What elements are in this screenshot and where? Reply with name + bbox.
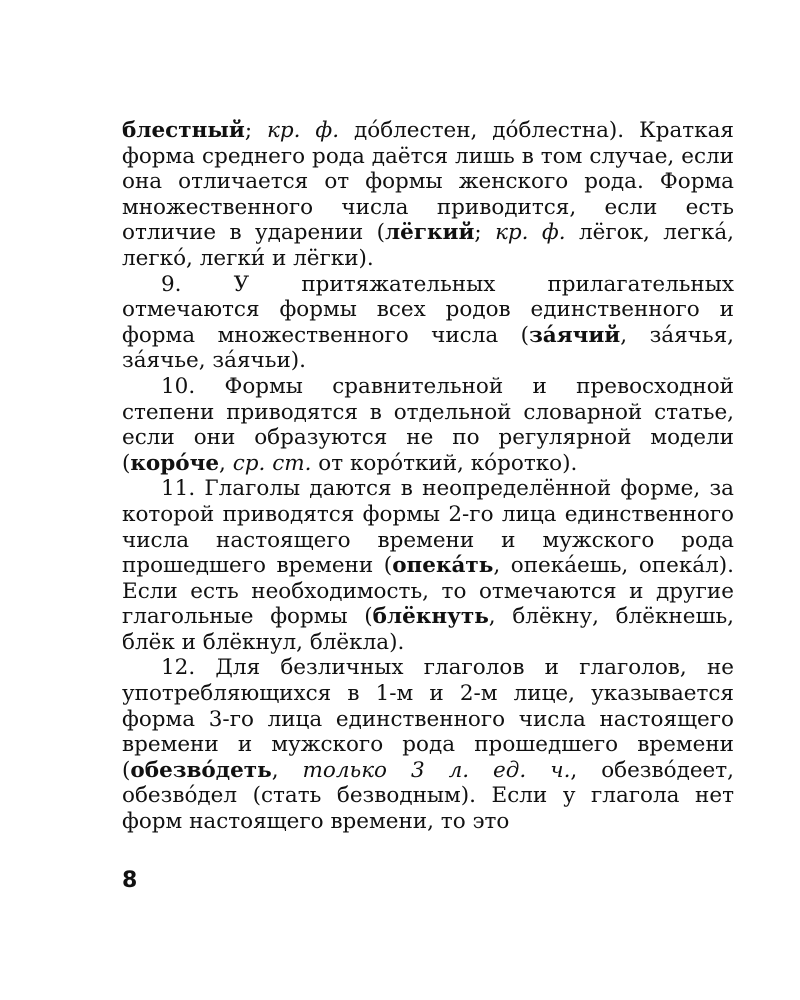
- abbreviation: кр. ф.: [495, 220, 566, 246]
- paragraph-9: 9. У притяжательных прилагательных отмечаются формы всех родов единственного и форма множественного числа (за́ячий, за́ячья, за́ячье, за́ячьи).: [122, 271, 734, 374]
- headword: обезво́деть: [130, 757, 272, 783]
- paragraph-11: 11. Глаголы даются в неопределённой форме, за которой приводятся формы 2-го лица единственного числа настоящего времени и мужского рода прошедшего времени (опека́ть, опека́ешь, опека́л). Если есть необходимость, то отмечаются и другие глагольные формы (блёкнуть, блёкну, блёкнешь, блёк и блёкнул, блёкла).: [122, 476, 734, 655]
- headword: лёгкий: [384, 220, 475, 246]
- paragraph-continuation: блестный; кр. ф. до́блестен, до́блестна). Краткая форма среднего рода даётся лишь в том случае, если она отличается от формы женского рода. Форма множественного числа приводится, если есть отличие в ударении (лёгкий; кр. ф. лёгок, легка́, легко́, легки́ и лёгки).: [122, 118, 734, 271]
- body-text: [122, 118, 734, 835]
- headword: коро́че: [130, 450, 220, 476]
- abbreviation: только 3 л. ед. ч.: [302, 757, 571, 783]
- abbreviation: кр. ф.: [267, 118, 340, 143]
- headword: блёкнуть: [372, 604, 489, 630]
- headword: за́ячий: [529, 322, 621, 348]
- paragraph-10: 10. Формы сравнительной и превосходной степени приводятся в отдельной словарной статье, если они образуются не по регулярной модели (коро́че, ср. ст. от коро́ткий, ко́ротко).: [122, 373, 734, 476]
- abbreviation: ср. ст.: [232, 450, 312, 476]
- paragraph-12: 12. Для безличных глаголов и глаголов, не употребляющихся в 1-м и 2-м лице, указывается форма 3-го лица единственного числа настоящего времени и мужского рода прошедшего времени (обезво́деть, только 3 л. ед. ч., обезво́деет, обезво́дел (стать безводным). Если у глагола нет форм настоящего времени, то это: [122, 655, 734, 835]
- headword: блестный: [122, 118, 245, 143]
- page-number: 8: [122, 868, 138, 893]
- headword: опека́ть: [392, 553, 494, 579]
